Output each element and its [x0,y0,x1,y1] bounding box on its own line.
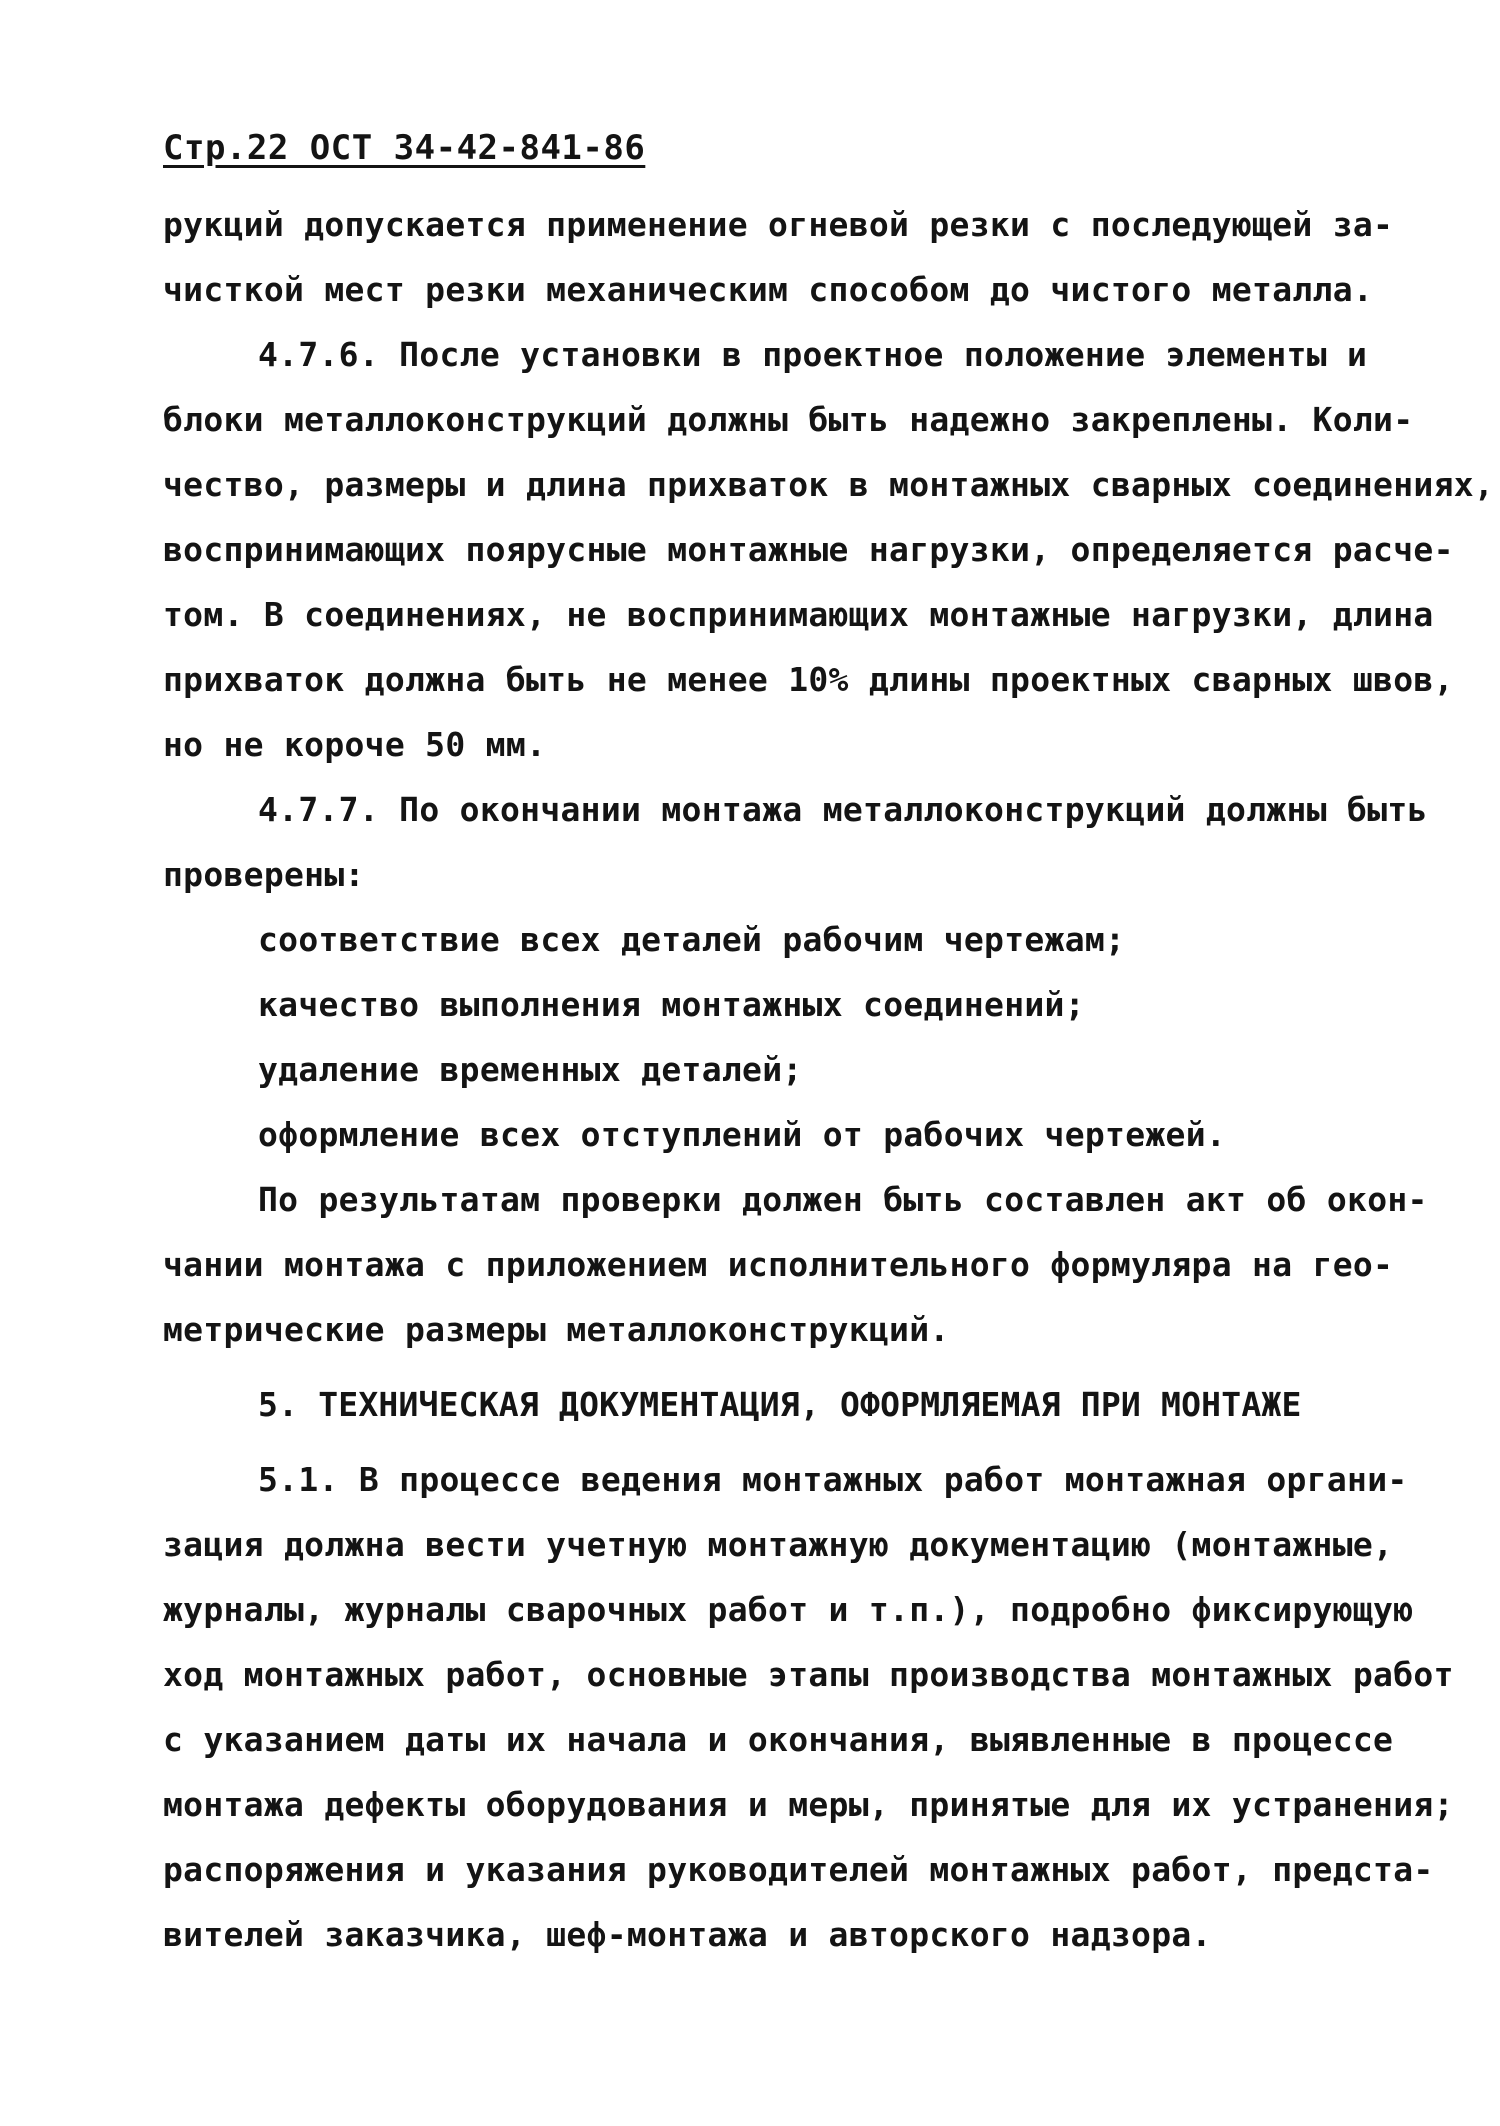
paragraph-start: 5.1. В процессе ведения монтажных работ монтажная органи- [258,1460,1408,1499]
page-header: Стр.22 ОСТ 34-42-841-86 [163,128,646,168]
paragraph-start: 4.7.7. По окончании монтажа металлоконструкций должны быть [258,790,1428,829]
paragraph-start: 4.7.6. После установки в проектное положение элементы и [258,335,1368,374]
text-line: но не короче 50 мм. [163,725,547,764]
text-line: ход монтажных работ, основные этапы производства монтажных работ [163,1655,1454,1694]
text-line: журналы, журналы сварочных работ и т.п.), подробно фиксирующую [163,1590,1414,1629]
text-line: зация должна вести учетную монтажную документацию (монтажные, [163,1525,1394,1564]
text-line: чество, размеры и длина прихваток в монтажных сварных соединениях, [163,465,1495,504]
text-line: прихваток должна быть не менее 10% длины проектных сварных швов, [163,660,1454,699]
text-line: проверены: [163,855,365,894]
text-line: рукций допускается применение огневой резки с последующей за- [163,205,1394,244]
text-line: распоряжения и указания руководителей монтажных работ, предста- [163,1850,1434,1889]
text-line: воспринимающих поярусные монтажные нагрузки, определяется расче- [163,530,1454,569]
text-line: чании монтажа с приложением исполнительного формуляра на гео- [163,1245,1394,1284]
text-line: метрические размеры металлоконструкций. [163,1310,950,1349]
section-heading: 5. ТЕХНИЧЕСКАЯ ДОКУМЕНТАЦИЯ, ОФОРМЛЯЕМАЯ ПРИ МОНТАЖЕ [258,1385,1302,1424]
text-line: с указанием даты их начала и окончания, выявленные в процессе [163,1720,1394,1759]
list-item: удаление временных деталей; [258,1050,803,1089]
paragraph-start: По результатам проверки должен быть составлен акт об окон- [258,1180,1428,1219]
text-line: том. В соединениях, не воспринимающих монтажные нагрузки, длина [163,595,1434,634]
text-line: блоки металлоконструкций должны быть надежно закреплены. Коли- [163,400,1414,439]
text-line: чисткой мест резки механическим способом до чистого металла. [163,270,1374,309]
list-item: оформление всех отступлений от рабочих чертежей. [258,1115,1227,1154]
text-line: монтажа дефекты оборудования и меры, принятые для их устранения; [163,1785,1454,1824]
list-item: соответствие всех деталей рабочим чертежам; [258,920,1126,959]
text-line: вителей заказчика, шеф-монтажа и авторского надзора. [163,1915,1212,1954]
list-item: качество выполнения монтажных соединений; [258,985,1085,1024]
